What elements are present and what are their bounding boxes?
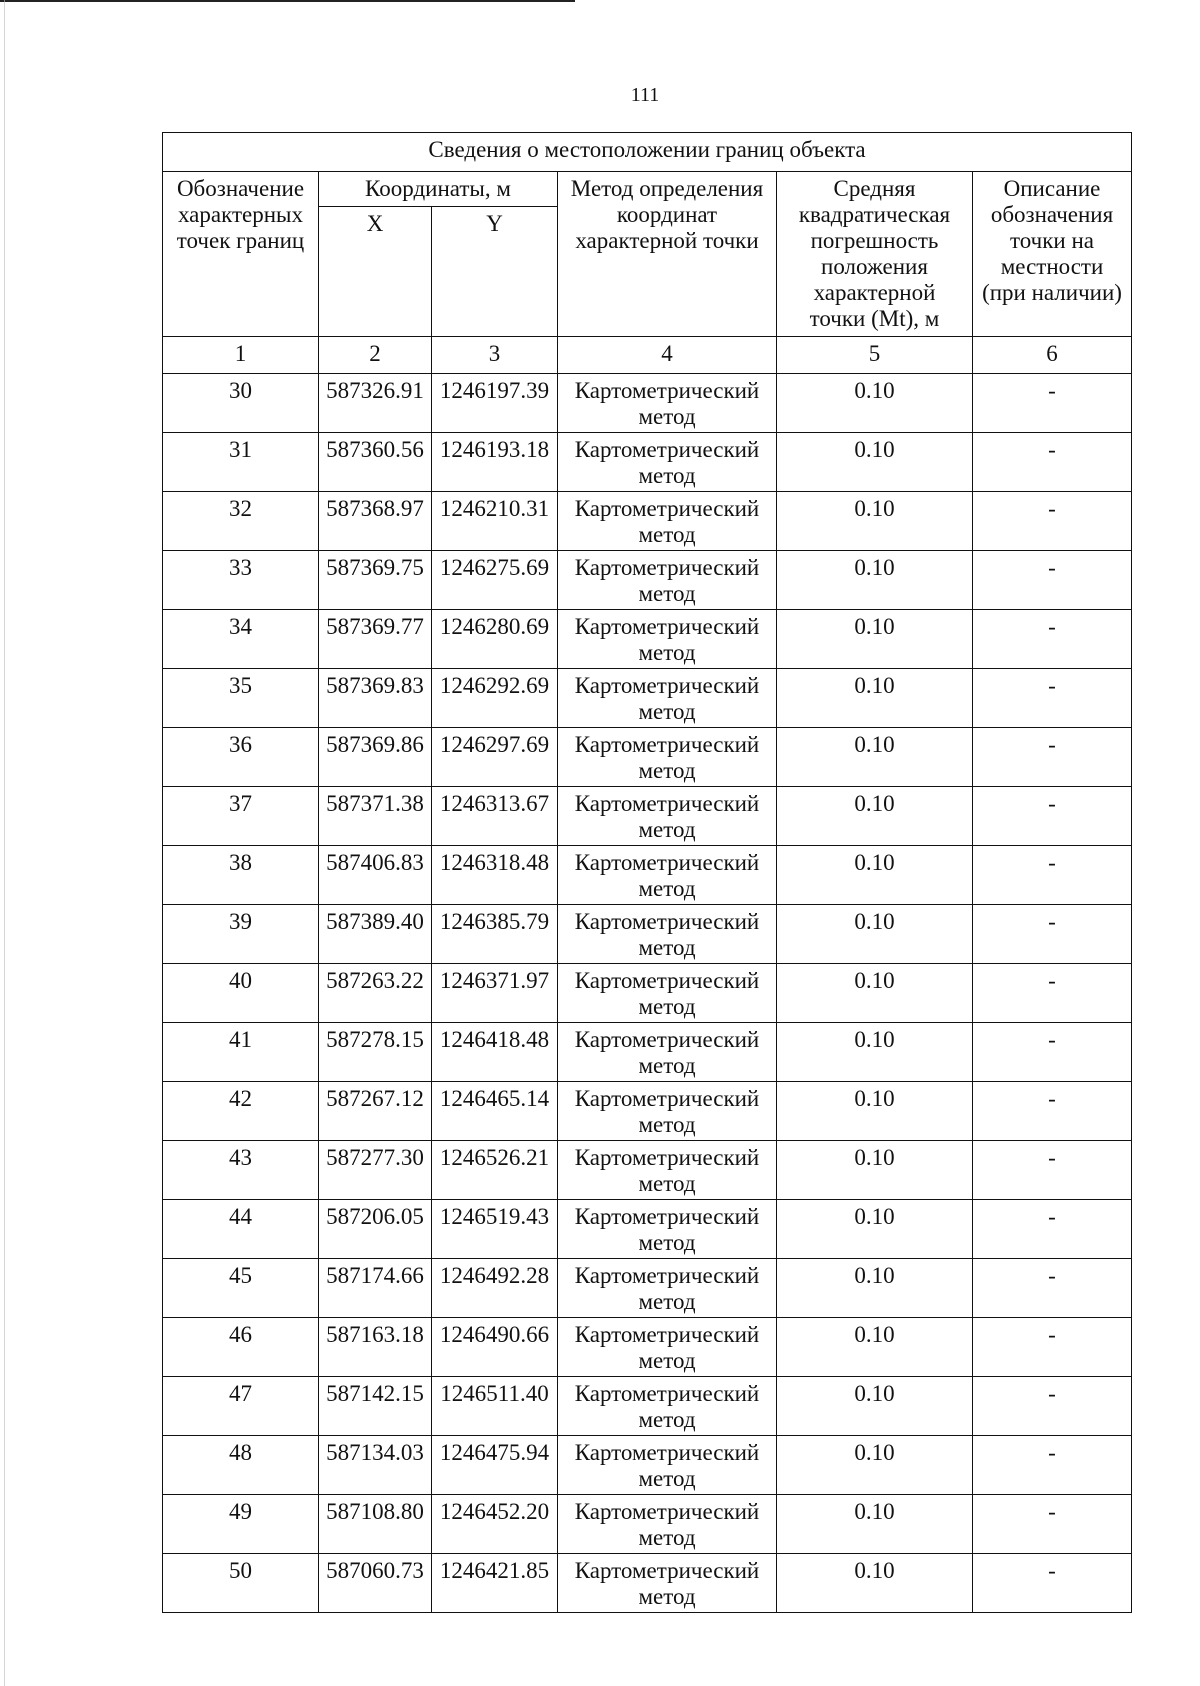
page-number: 111 xyxy=(630,84,660,106)
cell-description: - xyxy=(973,610,1132,669)
cell-description: - xyxy=(973,669,1132,728)
header-coordinates: Координаты, м xyxy=(319,172,558,207)
cell-method: Картометрический метод xyxy=(558,1436,777,1495)
table-row xyxy=(163,551,1132,610)
table-row xyxy=(163,846,1132,905)
cell-x: 587369.77 xyxy=(319,610,432,669)
cell-accuracy: 0.10 xyxy=(777,1200,973,1259)
cell-point: 46 xyxy=(163,1318,319,1377)
cell-y: 1246511.40 xyxy=(432,1377,558,1436)
cell-description: - xyxy=(973,1377,1132,1436)
cell-description: - xyxy=(973,433,1132,492)
cell-point: 34 xyxy=(163,610,319,669)
cell-description: - xyxy=(973,728,1132,787)
cell-description: - xyxy=(973,1554,1132,1613)
cell-x: 587267.12 xyxy=(319,1082,432,1141)
header-description: Описание обозначения точки на местности (при наличии) xyxy=(973,172,1132,337)
cell-x: 587277.30 xyxy=(319,1141,432,1200)
cell-x: 587206.05 xyxy=(319,1200,432,1259)
cell-accuracy: 0.10 xyxy=(777,1259,973,1318)
cell-x: 587263.22 xyxy=(319,964,432,1023)
cell-y: 1246197.39 xyxy=(432,374,558,433)
cell-description: - xyxy=(973,1318,1132,1377)
cell-accuracy: 0.10 xyxy=(777,1495,973,1554)
cell-accuracy: 0.10 xyxy=(777,728,973,787)
cell-description: - xyxy=(973,1023,1132,1082)
table-row xyxy=(163,492,1132,551)
table-row xyxy=(163,1318,1132,1377)
cell-accuracy: 0.10 xyxy=(777,1554,973,1613)
cell-y: 1246371.97 xyxy=(432,964,558,1023)
column-number: 6 xyxy=(973,337,1132,374)
cell-x: 587360.56 xyxy=(319,433,432,492)
cell-method: Картометрический метод xyxy=(558,728,777,787)
cell-x: 587174.66 xyxy=(319,1259,432,1318)
cell-method: Картометрический метод xyxy=(558,1318,777,1377)
header-row xyxy=(163,172,1132,207)
header-x: X xyxy=(319,207,432,337)
table-row xyxy=(163,610,1132,669)
cell-method: Картометрический метод xyxy=(558,1554,777,1613)
header-accuracy: Средняя квадратическая погрешность положения характерной точки (Mt), м xyxy=(777,172,973,337)
cell-x: 587278.15 xyxy=(319,1023,432,1082)
cell-accuracy: 0.10 xyxy=(777,1023,973,1082)
header-y: Y xyxy=(432,207,558,337)
cell-y: 1246421.85 xyxy=(432,1554,558,1613)
cell-point: 42 xyxy=(163,1082,319,1141)
cell-accuracy: 0.10 xyxy=(777,374,973,433)
cell-method: Картометрический метод xyxy=(558,433,777,492)
cell-description: - xyxy=(973,1495,1132,1554)
cell-y: 1246210.31 xyxy=(432,492,558,551)
cell-y: 1246297.69 xyxy=(432,728,558,787)
cell-accuracy: 0.10 xyxy=(777,669,973,728)
cell-description: - xyxy=(973,1436,1132,1495)
cell-method: Картометрический метод xyxy=(558,551,777,610)
table-row xyxy=(163,1200,1132,1259)
cell-method: Картометрический метод xyxy=(558,1200,777,1259)
cell-description: - xyxy=(973,905,1132,964)
column-number-row xyxy=(163,337,1132,374)
cell-point: 33 xyxy=(163,551,319,610)
cell-description: - xyxy=(973,1200,1132,1259)
table-row xyxy=(163,964,1132,1023)
cell-y: 1246193.18 xyxy=(432,433,558,492)
boundary-points-table xyxy=(162,132,1132,1613)
cell-accuracy: 0.10 xyxy=(777,1377,973,1436)
cell-point: 39 xyxy=(163,905,319,964)
cell-y: 1246526.21 xyxy=(432,1141,558,1200)
cell-point: 30 xyxy=(163,374,319,433)
cell-method: Картометрический метод xyxy=(558,1023,777,1082)
column-number: 3 xyxy=(432,337,558,374)
table-row xyxy=(163,1023,1132,1082)
table-row xyxy=(163,1377,1132,1436)
cell-point: 43 xyxy=(163,1141,319,1200)
cell-y: 1246490.66 xyxy=(432,1318,558,1377)
cell-x: 587369.83 xyxy=(319,669,432,728)
cell-description: - xyxy=(973,1259,1132,1318)
table-row xyxy=(163,433,1132,492)
cell-x: 587368.97 xyxy=(319,492,432,551)
cell-accuracy: 0.10 xyxy=(777,1082,973,1141)
table-row xyxy=(163,374,1132,433)
table-row xyxy=(163,1082,1132,1141)
table-row xyxy=(163,1259,1132,1318)
cell-accuracy: 0.10 xyxy=(777,964,973,1023)
table-row xyxy=(163,728,1132,787)
cell-x: 587134.03 xyxy=(319,1436,432,1495)
cell-y: 1246313.67 xyxy=(432,787,558,846)
cell-point: 37 xyxy=(163,787,319,846)
cell-description: - xyxy=(973,551,1132,610)
cell-point: 35 xyxy=(163,669,319,728)
cell-y: 1246292.69 xyxy=(432,669,558,728)
header-point: Обозначение характерных точек границ xyxy=(163,172,319,337)
cell-x: 587389.40 xyxy=(319,905,432,964)
cell-method: Картометрический метод xyxy=(558,1377,777,1436)
cell-description: - xyxy=(973,964,1132,1023)
cell-method: Картометрический метод xyxy=(558,1495,777,1554)
cell-point: 32 xyxy=(163,492,319,551)
cell-point: 44 xyxy=(163,1200,319,1259)
cell-y: 1246519.43 xyxy=(432,1200,558,1259)
cell-x: 587326.91 xyxy=(319,374,432,433)
table-title: Сведения о местоположении границ объекта xyxy=(163,133,1132,172)
cell-method: Картометрический метод xyxy=(558,610,777,669)
cell-description: - xyxy=(973,1082,1132,1141)
table-row xyxy=(163,1495,1132,1554)
cell-point: 50 xyxy=(163,1554,319,1613)
cell-point: 48 xyxy=(163,1436,319,1495)
cell-accuracy: 0.10 xyxy=(777,610,973,669)
cell-x: 587060.73 xyxy=(319,1554,432,1613)
cell-method: Картометрический метод xyxy=(558,1259,777,1318)
cell-method: Картометрический метод xyxy=(558,787,777,846)
table-title-row xyxy=(163,133,1132,172)
cell-description: - xyxy=(973,492,1132,551)
table-row xyxy=(163,669,1132,728)
column-number: 1 xyxy=(163,337,319,374)
table-row xyxy=(163,1436,1132,1495)
column-number: 4 xyxy=(558,337,777,374)
cell-method: Картометрический метод xyxy=(558,669,777,728)
cell-accuracy: 0.10 xyxy=(777,846,973,905)
cell-description: - xyxy=(973,846,1132,905)
cell-x: 587108.80 xyxy=(319,1495,432,1554)
cell-x: 587142.15 xyxy=(319,1377,432,1436)
table-row xyxy=(163,1141,1132,1200)
cell-x: 587371.38 xyxy=(319,787,432,846)
column-number: 5 xyxy=(777,337,973,374)
cell-method: Картометрический метод xyxy=(558,374,777,433)
cell-accuracy: 0.10 xyxy=(777,1436,973,1495)
cell-y: 1246418.48 xyxy=(432,1023,558,1082)
cell-description: - xyxy=(973,1141,1132,1200)
column-number: 2 xyxy=(319,337,432,374)
top-border-line xyxy=(0,0,575,2)
table-row xyxy=(163,787,1132,846)
cell-method: Картометрический метод xyxy=(558,905,777,964)
cell-point: 45 xyxy=(163,1259,319,1318)
cell-accuracy: 0.10 xyxy=(777,905,973,964)
cell-y: 1246452.20 xyxy=(432,1495,558,1554)
cell-description: - xyxy=(973,374,1132,433)
cell-accuracy: 0.10 xyxy=(777,787,973,846)
cell-method: Картометрический метод xyxy=(558,964,777,1023)
cell-x: 587163.18 xyxy=(319,1318,432,1377)
cell-accuracy: 0.10 xyxy=(777,492,973,551)
cell-point: 49 xyxy=(163,1495,319,1554)
cell-method: Картометрический метод xyxy=(558,492,777,551)
cell-method: Картометрический метод xyxy=(558,846,777,905)
cell-accuracy: 0.10 xyxy=(777,1141,973,1200)
table-row xyxy=(163,1554,1132,1613)
cell-y: 1246280.69 xyxy=(432,610,558,669)
cell-y: 1246492.28 xyxy=(432,1259,558,1318)
cell-x: 587369.86 xyxy=(319,728,432,787)
cell-y: 1246275.69 xyxy=(432,551,558,610)
scan-left-edge xyxy=(4,0,5,1686)
header-method: Метод определения координат характерной точки xyxy=(558,172,777,337)
cell-point: 41 xyxy=(163,1023,319,1082)
cell-point: 36 xyxy=(163,728,319,787)
cell-method: Картометрический метод xyxy=(558,1082,777,1141)
cell-point: 38 xyxy=(163,846,319,905)
cell-accuracy: 0.10 xyxy=(777,551,973,610)
cell-y: 1246385.79 xyxy=(432,905,558,964)
cell-method: Картометрический метод xyxy=(558,1141,777,1200)
cell-y: 1246465.14 xyxy=(432,1082,558,1141)
cell-y: 1246475.94 xyxy=(432,1436,558,1495)
cell-point: 31 xyxy=(163,433,319,492)
cell-x: 587369.75 xyxy=(319,551,432,610)
cell-y: 1246318.48 xyxy=(432,846,558,905)
cell-point: 40 xyxy=(163,964,319,1023)
cell-description: - xyxy=(973,787,1132,846)
cell-accuracy: 0.10 xyxy=(777,1318,973,1377)
cell-accuracy: 0.10 xyxy=(777,433,973,492)
cell-point: 47 xyxy=(163,1377,319,1436)
cell-x: 587406.83 xyxy=(319,846,432,905)
table-row xyxy=(163,905,1132,964)
